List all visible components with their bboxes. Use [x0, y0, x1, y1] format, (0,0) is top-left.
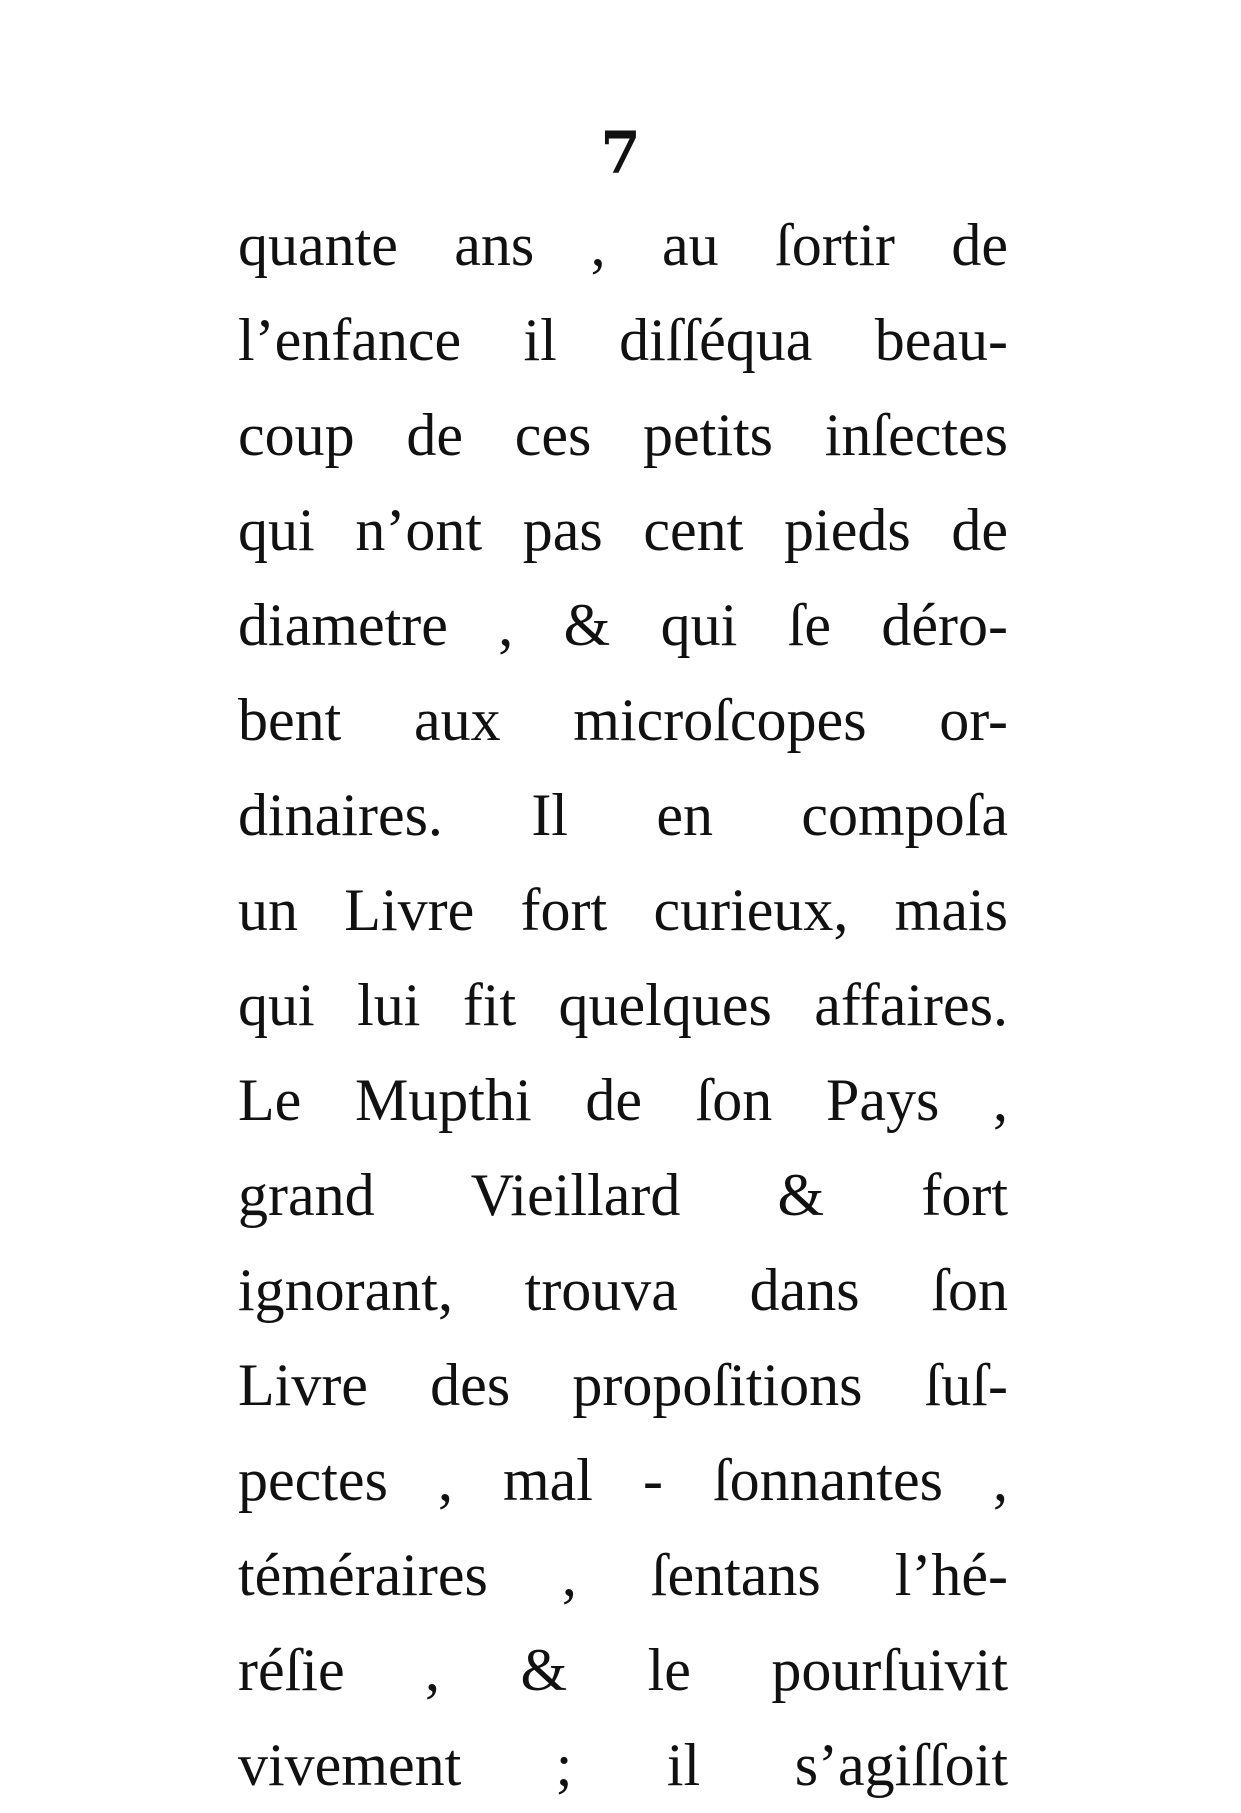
text-line: pectes , mal - ſonnantes , — [238, 1447, 1008, 1513]
text-line: l’enfance il diſſéqua beau- — [238, 307, 1008, 373]
text-line: bent aux microſcopes or- — [238, 687, 1008, 753]
text-line: diametre , & qui ſe déro- — [238, 592, 1008, 658]
text-line: Le Mupthi de ſon Pays , — [238, 1067, 1008, 1133]
text-line: dinaires. Il en compoſa — [238, 782, 1008, 848]
body-text — [238, 198, 1008, 1813]
text-line: quante ans , au ſortir de — [238, 212, 1008, 278]
text-line: qui n’ont pas cent pieds de — [238, 497, 1008, 563]
text-line: qui lui fit quelques affaires. — [238, 972, 1008, 1038]
text-line: un Livre fort curieux, mais — [238, 877, 1008, 943]
text-line: ignorant, trouva dans ſon — [238, 1257, 1008, 1323]
text-line: réſie , & le pourſuivit — [238, 1637, 1008, 1703]
text-line: téméraires , ſentans l’hé- — [238, 1542, 1008, 1608]
page-number: 7 — [600, 119, 641, 187]
text-line: coup de ces petits inſectes — [238, 402, 1008, 468]
text-line: vivement ; il s’agiſſoit — [238, 1732, 1008, 1798]
text-line: Livre des propoſitions ſuſ- — [238, 1352, 1008, 1418]
text-line: grand Vieillard & fort — [238, 1162, 1008, 1228]
